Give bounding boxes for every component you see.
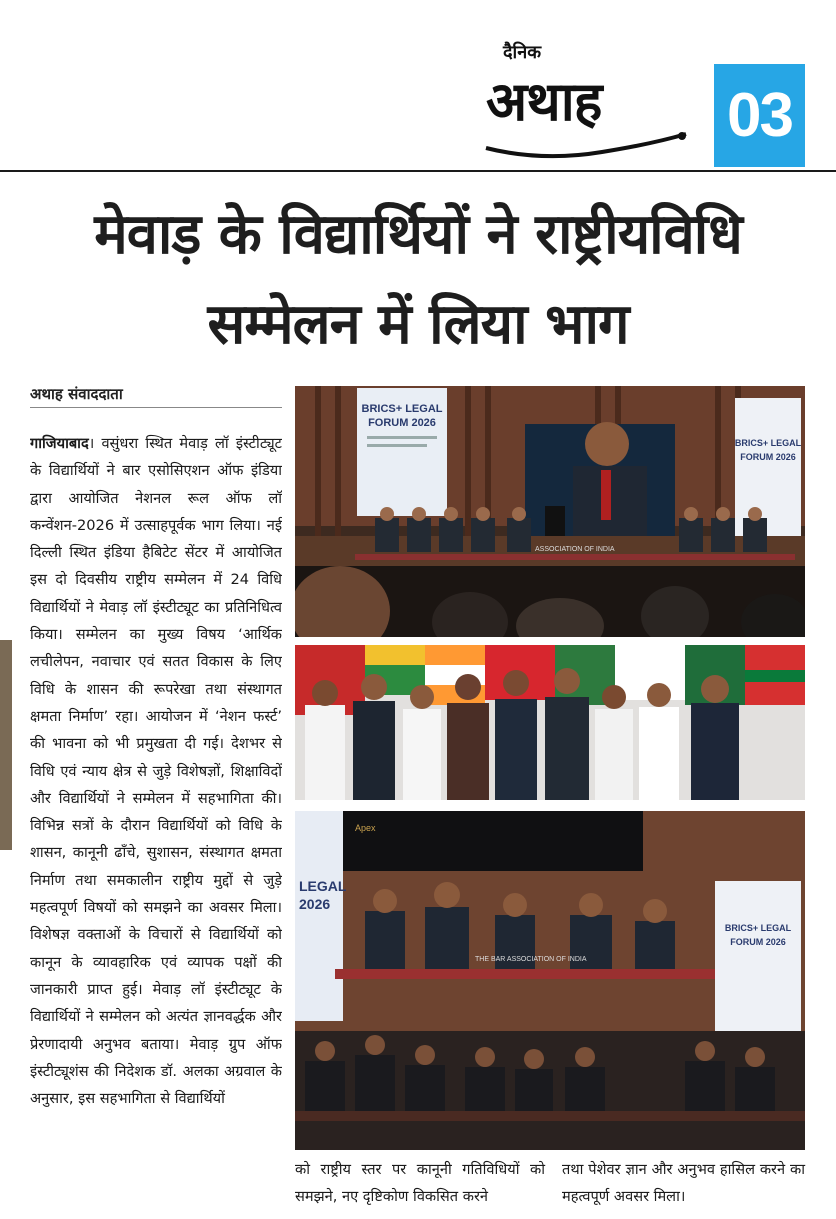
headline (0, 190, 836, 370)
svg-text:2026: 2026 (299, 896, 331, 912)
svg-text:THE BAR ASSOCIATION OF INDIA: THE BAR ASSOCIATION OF INDIA (475, 956, 587, 963)
svg-text:FORUM 2026: FORUM 2026 (730, 937, 786, 947)
svg-text:FORUM 2026: FORUM 2026 (740, 452, 796, 462)
svg-text:ASSOCIATION OF INDIA: ASSOCIATION OF INDIA (535, 546, 615, 553)
svg-text:BRICS+ LEGAL: BRICS+ LEGAL (361, 403, 443, 415)
article-body-text: । वसुंधरा स्थित मेवाड़ लॉ इंस्टीट्यूट के विद्यार्थियों ने बार एसोसिएशन ऑफ इंडिया द्वारा आयोजित नेशनल रूल ऑफ लॉ कन्वेंशन-2026 में उत्साहपूर्वक भाग लिया। नई दिल्ली स्थित इंडिया हैबिटेट सेंटर में आयोजित इस दो दिवसीय राष्ट्रीय सम्मेलन में 24 विधि विद्यार्थियों ने मेवाड़ लॉ इंस्टीट्यूट का प्रतिनिधित्व किया। सम्मेलन का मुख्य विषय ‘आर्थिक लचीलेपन, नवाचार एवं सतत विकास के लिए विधि के शासन की रूपरेखा तथा संस्थागत क्षमता निर्माण’ रहा। आयोजन में ‘नेशन फर्स्ट’ की भावना को भी प्रमुखता दी गई। देशभर से विधि एवं न्याय क्षेत्र से जुड़े विशेषज्ञों, शिक्षाविदों और विद्यार्थियों ने सम्मेलन में सहभागिता की। विभिन्न सत्रों के दौरान विद्यार्थियों को विधि के शासन, कानूनी ढाँचे, सुशासन, संस्थागत क्षमता निर्माण तथा समकालीन राष्ट्रीय मुद्दों से जुड़े महत्वपूर्ण विषयों को समझने का अवसर मिला। विशेषज्ञ वक्ताओं के विचारों से विद्यार्थियों को कानून के व्यावहारिक एवं व्यापक पक्षों की जानकारी प्राप्त हुई। मेवाड़ लॉ इंस्टीट्यूट के विद्यार्थियों ने सम्मेलन को अत्यंत ज्ञानवर्द्धक और प्रेरणादायी अनुभव बताया। मेवाड़ ग्रुप ऑफ इंस्टीट्यूशंस की निदेशक डॉ. अलका अग्रवाल के अनुसार, इस सहभागिता से विद्यार्थियों (30, 435, 282, 1108)
byline: अथाह संवाददाता (30, 385, 123, 403)
svg-text:BRICS+ LEGAL: BRICS+ LEGAL (724, 923, 792, 933)
photo-panel-discussion (295, 811, 805, 1150)
placeline: गाजियाबाद (30, 435, 89, 452)
masthead (0, 0, 836, 172)
svg-text:Apex: Apex (355, 823, 376, 833)
headline-line-1: मेवाड़ के विद्यार्थियों ने राष्ट्रीयविधि (94, 202, 742, 267)
masthead-swoosh-icon (482, 128, 692, 162)
masthead-small-title: दैनिक (503, 42, 542, 63)
svg-text:FORUM 2026: FORUM 2026 (368, 417, 436, 429)
svg-text:LEGAL: LEGAL (299, 878, 347, 894)
svg-text:BRICS+ LEGAL: BRICS+ LEGAL (734, 438, 802, 448)
photo-students-group (295, 645, 805, 800)
masthead-logo: अथाह (486, 70, 602, 133)
adjacent-photo-edge (0, 640, 12, 850)
article-continuation-col2: को राष्ट्रीय स्तर पर कानूनी गतिविधियों को समझने, नए दृष्टिकोण विकसित करने (295, 1161, 545, 1205)
photo-conference-stage (295, 386, 805, 637)
article-body (30, 430, 282, 1214)
article-continuation-col3: तथा पेशेवर ज्ञान और अनुभव हासिल करने का महत्वपूर्ण अवसर मिला। (562, 1161, 805, 1205)
masthead-rule (0, 170, 836, 172)
headline-line-2: सम्मेलन में लिया भाग (207, 292, 629, 357)
page-number: 03 (714, 64, 805, 167)
byline-rule (30, 407, 282, 408)
